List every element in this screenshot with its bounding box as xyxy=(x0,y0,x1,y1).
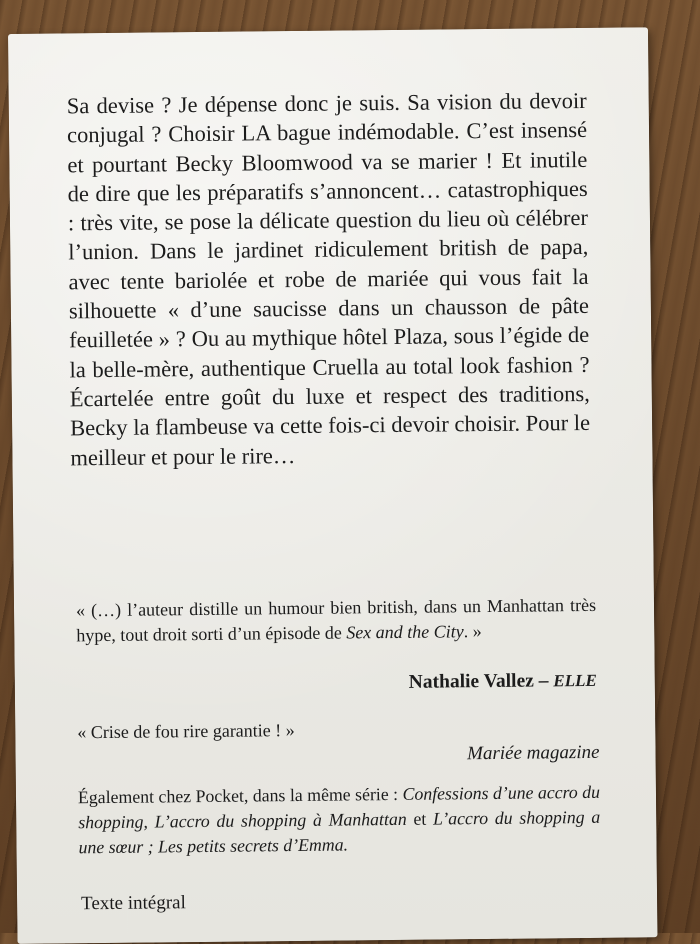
book-back-cover xyxy=(8,27,657,944)
review-attribution-mariee: Mariée magazine xyxy=(466,741,600,765)
review-attribution-elle xyxy=(77,670,597,697)
review-magazine: ELLE xyxy=(553,670,597,691)
review-quote-part1: « (…) l’auteur distille un humour bien british, dans un Manhattan très hype, tout droit sorti d’un épisode de xyxy=(75,594,597,646)
also-conj: et xyxy=(406,808,434,829)
summary-text: Sa devise ? Je dépense donc je suis. Sa vision du devoir conjugal ? Choisir LA bague indémodable. C’est insensé et pourtant Becky Bloomwood va se marier ! Et inutile de dire que les préparatifs s’annoncent… catastrophiques : très vite, se pose la délicate question du lieu où célébrer l’union. Dans le jardinet ridiculement british de papa, avec tente bariolée et robe de mariée qui vous fait la silhouette « d’une saucisse dans un chausson de pâte feuilletée » ? Ou au mythique hôtel Plaza, sous l’égide de la belle-mère, authentique Cruella au total look fashion ? Écartelée entre goût du luxe et respect des traditions, Becky la flambeuse va cette fois-ci devoir choisir. Pour le meilleur et pour le rire… xyxy=(66,87,591,470)
also-in-series xyxy=(78,780,601,860)
review-quote-mariee: « Crise de fou rire garantie ! » xyxy=(77,720,295,743)
also-title-2: L’accro du shopping a une sœur ; Les petits secrets d’Emma. xyxy=(78,806,601,858)
review-quote-elle xyxy=(76,593,596,648)
footer-label: Texte intégral xyxy=(81,892,186,915)
review-author: Nathalie Vallez – xyxy=(408,670,549,693)
series-title: Sex and the City xyxy=(346,621,464,643)
review-quote-part2: . » xyxy=(463,621,482,642)
also-intro: Également chez Pocket, dans la même série : xyxy=(77,783,403,808)
also-title-1: Confessions d’une accro du shopping, L’accro du shopping à Manhattan xyxy=(78,781,601,833)
